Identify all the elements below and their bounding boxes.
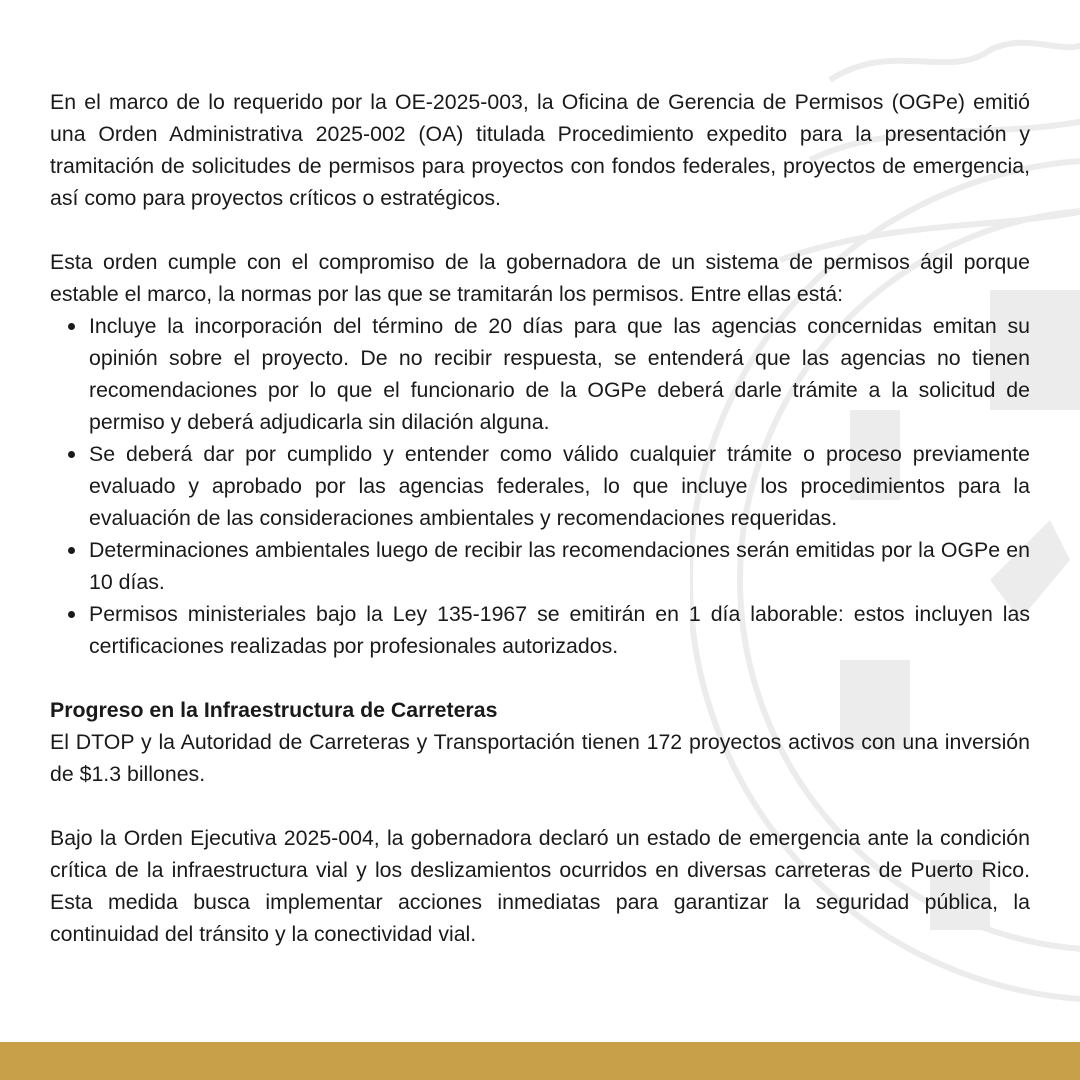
paragraph-spacer (50, 214, 1030, 246)
paragraph-spacer (50, 662, 1030, 694)
section-heading: Progreso en la Infraestructura de Carreteras (50, 698, 498, 722)
emergency-paragraph: Bajo la Orden Ejecutiva 2025-004, la gobernadora declaró un estado de emergencia ante la condición crítica de la infraestructura vial y los deslizamientos ocurridos en diversas carreteras de Puerto Rico. Esta medida busca implementar acciones inmediatas para garantizar la seguridad pública, la continuidad del tránsito y la conectividad vial. (50, 826, 1030, 946)
list-item: Permisos ministeriales bajo la Ley 135-1967 se emitirán en 1 día laborable: estos incluyen las certificaciones realizadas por profesionales autorizados. (89, 598, 1030, 662)
order-paragraph: Esta orden cumple con el compromiso de la gobernadora de un sistema de permisos ágil porque estable el marco, la normas por las que se tramitarán los permisos. Entre ellas está: (50, 250, 1030, 306)
paragraph-spacer (50, 790, 1030, 822)
list-item: Incluye la incorporación del término de 20 días para que las agencias concernidas emitan su opinión sobre el proyecto. De no recibir respuesta, se entenderá que las agencias no tienen recomendaciones por lo que el funcionario de la OGPe deberá darle trámite a la solicitud de permiso y deberá adjudicarla sin dilación alguna. (89, 310, 1030, 438)
requirements-list (50, 310, 1030, 662)
document-body (50, 86, 1030, 950)
roads-paragraph: El DTOP y la Autoridad de Carreteras y Transportación tienen 172 proyectos activos con una inversión de $1.3 billones. (50, 730, 1030, 786)
intro-paragraph: En el marco de lo requerido por la OE-2025-003, la Oficina de Gerencia de Permisos (OGPe) emitió una Orden Administrativa 2025-002 (OA) titulada Procedimiento expedito para la presentación y tramitación de solicitudes de permisos para proyectos con fondos federales, proyectos de emergencia, así como para proyectos críticos o estratégicos. (50, 90, 1030, 210)
list-item: Se deberá dar por cumplido y entender como válido cualquier trámite o proceso previamente evaluado y aprobado por las agencias federales, lo que incluye los procedimientos para la evaluación de las consideraciones ambientales y recomendaciones requeridas. (89, 438, 1030, 534)
list-item: Determinaciones ambientales luego de recibir las recomendaciones serán emitidas por la OGPe en 10 días. (89, 534, 1030, 598)
footer-accent-bar (0, 1042, 1080, 1080)
